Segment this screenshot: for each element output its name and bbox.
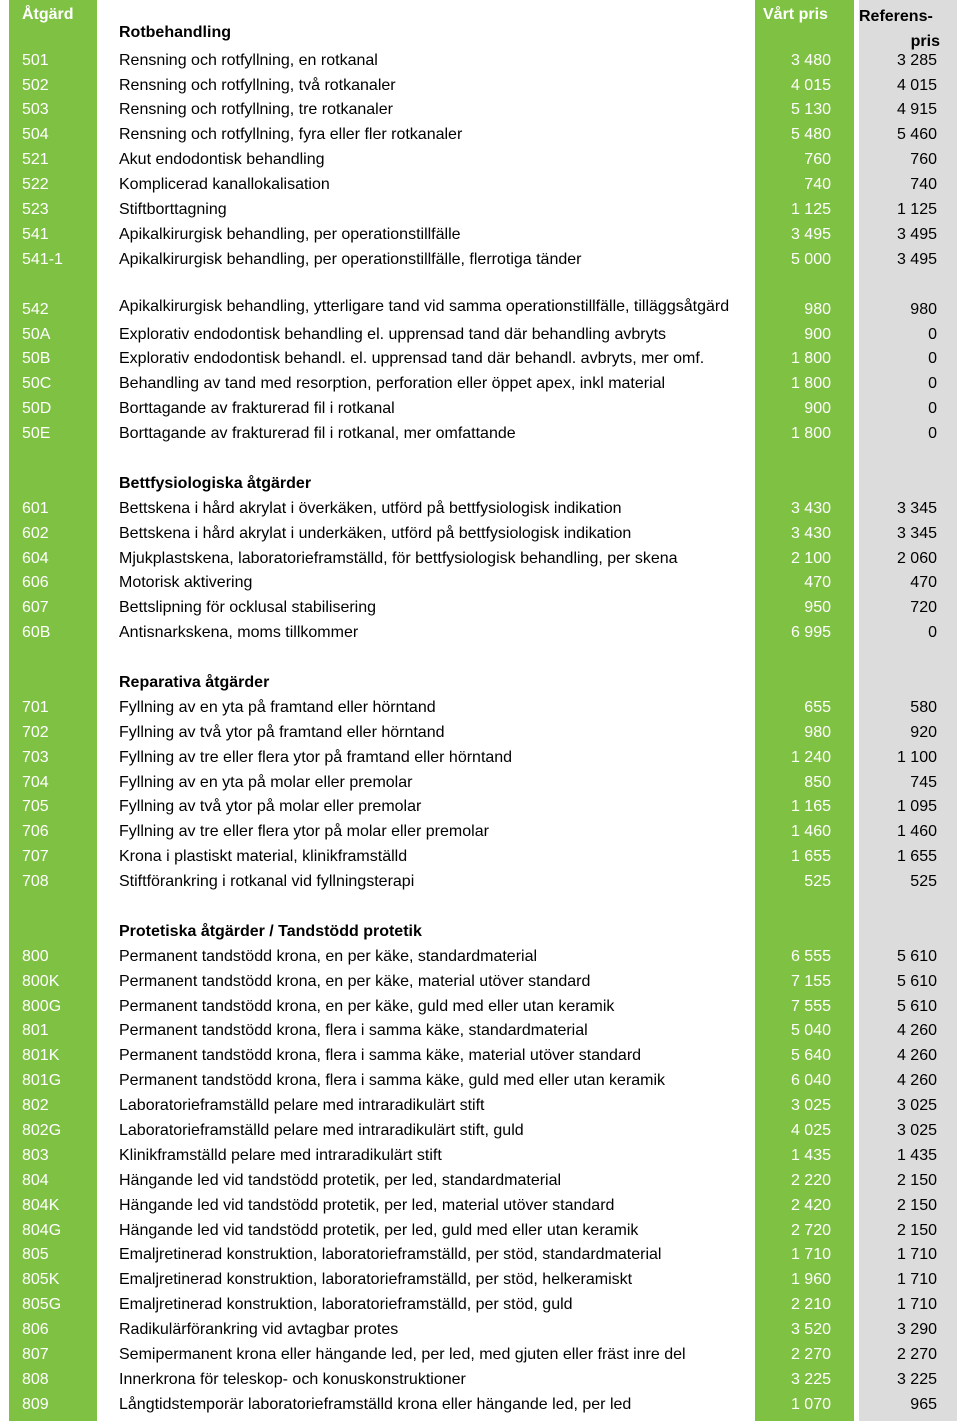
our-price: 6 995 <box>790 624 831 642</box>
our-price: 850 <box>804 773 831 791</box>
table-row <box>0 722 960 747</box>
treatment-code: 805G <box>22 1296 62 1314</box>
our-price: 980 <box>804 723 831 741</box>
table-row <box>0 124 960 149</box>
our-price: 525 <box>804 873 831 891</box>
reference-price: 3 495 <box>896 250 937 268</box>
treatment-description: Laboratorieframställd pelare med intraradikulärt stift, guld <box>119 1122 524 1139</box>
treatment-description: Rensning och rotfyllning, två rotkanaler <box>119 76 396 94</box>
reference-price: 740 <box>910 176 937 194</box>
treatment-description: Stiftborttagning <box>119 201 227 219</box>
treatment-description: Explorativ endodontisk behandl. el. upprensad tand där behandl. avbryts, mer omf. <box>119 350 705 368</box>
treatment-description: Laboratorieframställd pelare med intraradikulärt stift <box>119 1097 485 1115</box>
treatment-description: Rensning och rotfyllning, fyra eller fler rotkanaler <box>119 126 463 144</box>
treatment-description: Bettslipning för ocklusal stabilisering <box>119 599 377 617</box>
treatment-description: Permanent tandstödd krona, en per käke, standardmaterial <box>119 947 538 965</box>
treatment-code: 708 <box>22 873 49 891</box>
our-price: 1 460 <box>790 823 831 841</box>
section-header <box>0 672 960 697</box>
table-row <box>0 199 960 224</box>
section-title: Bettfysiologiska åtgärder <box>119 474 312 492</box>
treatment-description: Rensning och rotfyllning, tre rotkanaler <box>119 101 393 119</box>
table-row <box>0 523 960 548</box>
our-price: 1 240 <box>790 748 831 766</box>
treatment-code: 801 <box>22 1022 49 1040</box>
table-row <box>0 224 960 249</box>
table-row <box>0 1269 960 1294</box>
table-row <box>0 946 960 971</box>
reference-price: 3 290 <box>896 1321 937 1339</box>
our-price: 5 000 <box>790 250 831 268</box>
treatment-code: 606 <box>22 574 49 592</box>
treatment-description: Fyllning av tre eller flera ytor på molar eller premolar <box>119 823 489 841</box>
treatment-description: Fyllning av en yta på framtand eller hörntand <box>119 698 436 716</box>
reference-price: 4 260 <box>896 1022 937 1040</box>
our-price: 655 <box>804 698 831 716</box>
treatment-description: Hängande led vid tandstödd protetik, per led, material utöver standard <box>119 1196 615 1214</box>
table-row <box>0 996 960 1021</box>
our-price: 3 225 <box>790 1370 831 1388</box>
reference-price: 0 <box>928 375 937 393</box>
treatment-code: 701 <box>22 698 49 716</box>
reference-price: 3 025 <box>896 1122 937 1139</box>
table-row <box>0 1145 960 1170</box>
treatment-code: 806 <box>22 1321 49 1339</box>
treatment-code: 503 <box>22 101 49 119</box>
table-body <box>0 50 960 1419</box>
our-price: 900 <box>804 400 831 418</box>
our-price: 3 520 <box>790 1321 831 1339</box>
treatment-description: Borttagande av frakturerad fil i rotkanal <box>119 400 395 418</box>
our-price: 1 960 <box>790 1271 831 1289</box>
reference-price: 0 <box>928 624 937 642</box>
treatment-description: Apikalkirurgisk behandling, ytterligare tand vid samma operationstillfälle, tilläggsåtgärd <box>119 297 730 315</box>
our-price: 3 430 <box>790 524 831 542</box>
reference-price: 920 <box>910 723 937 741</box>
reference-price: 4 260 <box>896 1072 937 1090</box>
section-title: Rotbehandling <box>119 23 231 41</box>
our-price: 2 210 <box>790 1296 831 1314</box>
reference-price: 1 460 <box>896 823 937 841</box>
section-spacer <box>0 896 960 921</box>
treatment-code: 800K <box>22 972 60 990</box>
treatment-description: Fyllning av en yta på molar eller premolar <box>119 773 413 791</box>
treatment-code: 50B <box>22 350 51 368</box>
table-row <box>0 697 960 722</box>
our-price: 980 <box>804 300 831 318</box>
our-price: 5 040 <box>790 1022 831 1040</box>
treatment-code: 800 <box>22 947 49 965</box>
treatment-description: Apikalkirurgisk behandling, per operationstillfälle <box>119 225 461 243</box>
treatment-code: 803 <box>22 1146 49 1164</box>
treatment-code: 50E <box>22 425 51 443</box>
table-row <box>0 747 960 772</box>
treatment-code: 541 <box>22 225 49 243</box>
reference-price: 1 100 <box>896 748 937 766</box>
reference-price: 1 435 <box>896 1146 937 1164</box>
treatment-description: Bettskena i hård akrylat i överkäken, utförd på bettfysiologisk indikation <box>119 499 622 517</box>
treatment-description: Fyllning av två ytor på framtand eller hörntand <box>119 723 445 741</box>
our-price: 2 420 <box>790 1196 831 1214</box>
table-row <box>0 498 960 523</box>
table-row <box>0 871 960 896</box>
treatment-code: 804 <box>22 1171 49 1189</box>
treatment-description: Mjukplastskena, laboratorieframställd, för bettfysiologisk behandling, per skena <box>119 549 678 567</box>
reference-price: 1 710 <box>896 1271 937 1289</box>
table-row <box>0 573 960 598</box>
section-spacer <box>0 647 960 672</box>
treatment-code: 523 <box>22 201 49 219</box>
table-row <box>0 1021 960 1046</box>
reference-price: 5 610 <box>896 997 937 1015</box>
reference-price: 1 710 <box>896 1296 937 1314</box>
our-price: 4 025 <box>790 1122 831 1139</box>
treatment-code: 802 <box>22 1097 49 1115</box>
reference-price: 2 270 <box>896 1346 937 1364</box>
reference-price: 525 <box>910 873 937 891</box>
treatment-description: Permanent tandstödd krona, flera i samma käke, material utöver standard <box>119 1047 642 1065</box>
treatment-code: 502 <box>22 76 49 94</box>
treatment-code: 703 <box>22 748 49 766</box>
table-row <box>0 1294 960 1319</box>
treatment-description: Långtidstemporär laboratorieframställd krona eller hängande led, per led <box>119 1395 632 1413</box>
treatment-code: 50C <box>22 375 52 393</box>
table-row <box>0 1344 960 1369</box>
reference-price: 965 <box>910 1395 937 1413</box>
section-title: Reparativa åtgärder <box>119 673 270 691</box>
treatment-description: Hängande led vid tandstödd protetik, per led, standardmaterial <box>119 1171 562 1189</box>
table-row <box>0 1170 960 1195</box>
treatment-code: 522 <box>22 176 49 194</box>
treatment-code: 805K <box>22 1271 60 1289</box>
treatment-code: 707 <box>22 848 49 866</box>
reference-price: 3 345 <box>896 499 937 517</box>
treatment-code: 604 <box>22 549 49 567</box>
table-row <box>0 423 960 448</box>
treatment-code: 809 <box>22 1395 49 1413</box>
our-price: 6 555 <box>790 947 831 965</box>
treatment-code: 801K <box>22 1047 60 1065</box>
our-price: 2 720 <box>790 1221 831 1239</box>
our-price: 900 <box>804 325 831 343</box>
reference-price: 1 655 <box>896 848 937 866</box>
table-row <box>0 1095 960 1120</box>
our-price: 1 800 <box>790 425 831 443</box>
treatment-code: 60B <box>22 624 51 642</box>
our-price: 5 640 <box>790 1047 831 1065</box>
table-row <box>0 274 960 324</box>
table-row <box>0 50 960 75</box>
reference-price: 720 <box>910 599 937 617</box>
our-price: 470 <box>804 574 831 592</box>
reference-price: 5 610 <box>896 947 937 965</box>
treatment-description: Semipermanent krona eller hängande led, per led, med gjuten eller fräst inre del <box>119 1346 686 1364</box>
table-row <box>0 1045 960 1070</box>
our-price: 4 015 <box>790 76 831 94</box>
our-price: 3 480 <box>790 51 831 69</box>
treatment-code: 808 <box>22 1370 49 1388</box>
table-row <box>0 1394 960 1419</box>
our-price: 5 130 <box>790 101 831 119</box>
section-title: Protetiska åtgärder / Tandstödd protetik <box>119 922 422 940</box>
table-row <box>0 772 960 797</box>
our-price: 760 <box>804 151 831 169</box>
treatment-description: Krona i plastiskt material, klinikframställd <box>119 848 408 866</box>
treatment-code: 50A <box>22 325 51 343</box>
our-price: 1 655 <box>790 848 831 866</box>
treatment-code: 602 <box>22 524 49 542</box>
treatment-description: Fyllning av tre eller flera ytor på framtand eller hörntand <box>119 748 513 766</box>
column-header-reference-price <box>859 5 940 55</box>
reference-price: 2 150 <box>896 1171 937 1189</box>
reference-price: 3 225 <box>896 1370 937 1388</box>
treatment-description: Klinikframställd pelare med intraradikulärt stift <box>119 1146 442 1164</box>
reference-price: 4 260 <box>896 1047 937 1065</box>
table-row <box>0 971 960 996</box>
column-header-reference-line2: pris <box>910 32 940 50</box>
treatment-code: 800G <box>22 997 62 1015</box>
treatment-description: Akut endodontisk behandling <box>119 151 325 169</box>
our-price: 1 435 <box>790 1146 831 1164</box>
treatment-description: Komplicerad kanallokalisation <box>119 176 330 194</box>
reference-price: 3 495 <box>896 225 937 243</box>
reference-price: 470 <box>910 574 937 592</box>
our-price: 1 710 <box>790 1246 831 1264</box>
our-price: 1 070 <box>790 1395 831 1413</box>
table-row <box>0 398 960 423</box>
our-price: 2 100 <box>790 549 831 567</box>
treatment-code: 702 <box>22 723 49 741</box>
treatment-code: 541-1 <box>22 250 63 268</box>
reference-price: 5 460 <box>896 126 937 144</box>
treatment-code: 804K <box>22 1196 60 1214</box>
table-row <box>0 1319 960 1344</box>
treatment-description: Hängande led vid tandstödd protetik, per led, guld med eller utan keramik <box>119 1221 639 1239</box>
table-row <box>0 597 960 622</box>
treatment-code: 801G <box>22 1072 62 1090</box>
reference-price: 1 095 <box>896 798 937 816</box>
our-price: 7 155 <box>790 972 831 990</box>
treatment-code: 807 <box>22 1346 49 1364</box>
treatment-description: Bettskena i hård akrylat i underkäken, utförd på bettfysiologisk indikation <box>119 524 632 542</box>
column-header-code: Åtgärd <box>22 6 74 23</box>
reference-price: 5 610 <box>896 972 937 990</box>
reference-price: 0 <box>928 325 937 343</box>
our-price: 1 800 <box>790 375 831 393</box>
treatment-description: Behandling av tand med resorption, perforation eller öppet apex, inkl material <box>119 375 666 393</box>
column-header-our-price: Vårt pris <box>763 6 828 23</box>
treatment-description: Emaljretinerad konstruktion, laboratorieframställd, per stöd, guld <box>119 1296 573 1314</box>
treatment-code: 705 <box>22 798 49 816</box>
table-row <box>0 1369 960 1394</box>
column-header-reference-line1: Referens- <box>859 8 933 25</box>
treatment-description: Permanent tandstödd krona, en per käke, guld med eller utan keramik <box>119 997 615 1015</box>
our-price: 7 555 <box>790 997 831 1015</box>
reference-price: 0 <box>928 400 937 418</box>
our-price: 3 495 <box>790 225 831 243</box>
table-row <box>0 797 960 822</box>
treatment-description: Emaljretinerad konstruktion, laboratorieframställd, per stöd, helkeramiskt <box>119 1271 633 1289</box>
our-price: 1 800 <box>790 350 831 368</box>
table-row <box>0 548 960 573</box>
reference-price: 760 <box>910 151 937 169</box>
treatment-description: Permanent tandstödd krona, flera i samma käke, standardmaterial <box>119 1022 588 1040</box>
treatment-code: 704 <box>22 773 49 791</box>
treatment-description: Rensning och rotfyllning, en rotkanal <box>119 51 378 69</box>
reference-price: 0 <box>928 350 937 368</box>
reference-price: 4 015 <box>896 76 937 94</box>
reference-price: 980 <box>910 300 937 318</box>
table-row <box>0 100 960 125</box>
table-row <box>0 349 960 374</box>
treatment-description: Emaljretinerad konstruktion, laboratorieframställd, per stöd, standardmaterial <box>119 1246 662 1264</box>
our-price: 740 <box>804 176 831 194</box>
reference-price: 3 025 <box>896 1097 937 1115</box>
our-price: 1 125 <box>790 201 831 219</box>
treatment-code: 501 <box>22 51 49 69</box>
reference-price: 580 <box>910 698 937 716</box>
our-price: 2 270 <box>790 1346 831 1364</box>
table-row <box>0 174 960 199</box>
table-row <box>0 846 960 871</box>
our-price: 950 <box>804 599 831 617</box>
table-row <box>0 1245 960 1270</box>
table-row <box>0 149 960 174</box>
treatment-description: Innerkrona för teleskop- och konuskonstruktioner <box>119 1370 466 1388</box>
table-header <box>0 0 960 50</box>
reference-price: 2 060 <box>896 549 937 567</box>
treatment-code: 50D <box>22 400 52 418</box>
table-row <box>0 622 960 647</box>
reference-price: 4 915 <box>896 101 937 119</box>
reference-price: 3 285 <box>896 51 937 69</box>
treatment-description: Apikalkirurgisk behandling, per operationstillfälle, flerrotiga tänder <box>119 250 582 268</box>
treatment-code: 601 <box>22 499 49 517</box>
treatment-code: 706 <box>22 823 49 841</box>
treatment-description: Radikulärförankring vid avtagbar protes <box>119 1321 399 1339</box>
reference-price: 1 710 <box>896 1246 937 1264</box>
table-row <box>0 1120 960 1145</box>
treatment-code: 504 <box>22 126 49 144</box>
our-price: 5 480 <box>790 126 831 144</box>
reference-price: 1 125 <box>896 201 937 219</box>
treatment-description: Borttagande av frakturerad fil i rotkanal, mer omfattande <box>119 425 516 443</box>
reference-price: 2 150 <box>896 1196 937 1214</box>
table-row <box>0 821 960 846</box>
treatment-code: 542 <box>22 300 49 318</box>
section-header <box>0 473 960 498</box>
table-row <box>0 1070 960 1095</box>
treatment-description: Permanent tandstödd krona, flera i samma käke, guld med eller utan keramik <box>119 1072 666 1090</box>
our-price: 6 040 <box>790 1072 831 1090</box>
treatment-code: 607 <box>22 599 49 617</box>
treatment-description: Permanent tandstödd krona, en per käke, material utöver standard <box>119 972 591 990</box>
treatment-description: Stiftförankring i rotkanal vid fyllningsterapi <box>119 873 415 891</box>
our-price: 1 165 <box>790 798 831 816</box>
treatment-description: Fyllning av två ytor på molar eller premolar <box>119 798 422 816</box>
treatment-code: 805 <box>22 1246 49 1264</box>
treatment-code: 804G <box>22 1221 62 1239</box>
table-row <box>0 324 960 349</box>
treatment-code: 802G <box>22 1122 62 1139</box>
table-row <box>0 75 960 100</box>
table-row <box>0 373 960 398</box>
table-row <box>0 249 960 274</box>
reference-price: 745 <box>910 773 937 791</box>
treatment-description: Motorisk aktivering <box>119 574 253 592</box>
reference-price: 2 150 <box>896 1221 937 1239</box>
our-price: 2 220 <box>790 1171 831 1189</box>
our-price: 3 025 <box>790 1097 831 1115</box>
treatment-code: 521 <box>22 151 49 169</box>
section-header <box>0 921 960 946</box>
our-price: 3 430 <box>790 499 831 517</box>
table-row <box>0 1220 960 1245</box>
section-spacer <box>0 448 960 473</box>
treatment-description: Explorativ endodontisk behandling el. upprensad tand där behandling avbryts <box>119 325 667 343</box>
reference-price: 3 345 <box>896 524 937 542</box>
reference-price: 0 <box>928 425 937 443</box>
table-row <box>0 1195 960 1220</box>
treatment-description: Antisnarkskena, moms tillkommer <box>119 624 359 642</box>
